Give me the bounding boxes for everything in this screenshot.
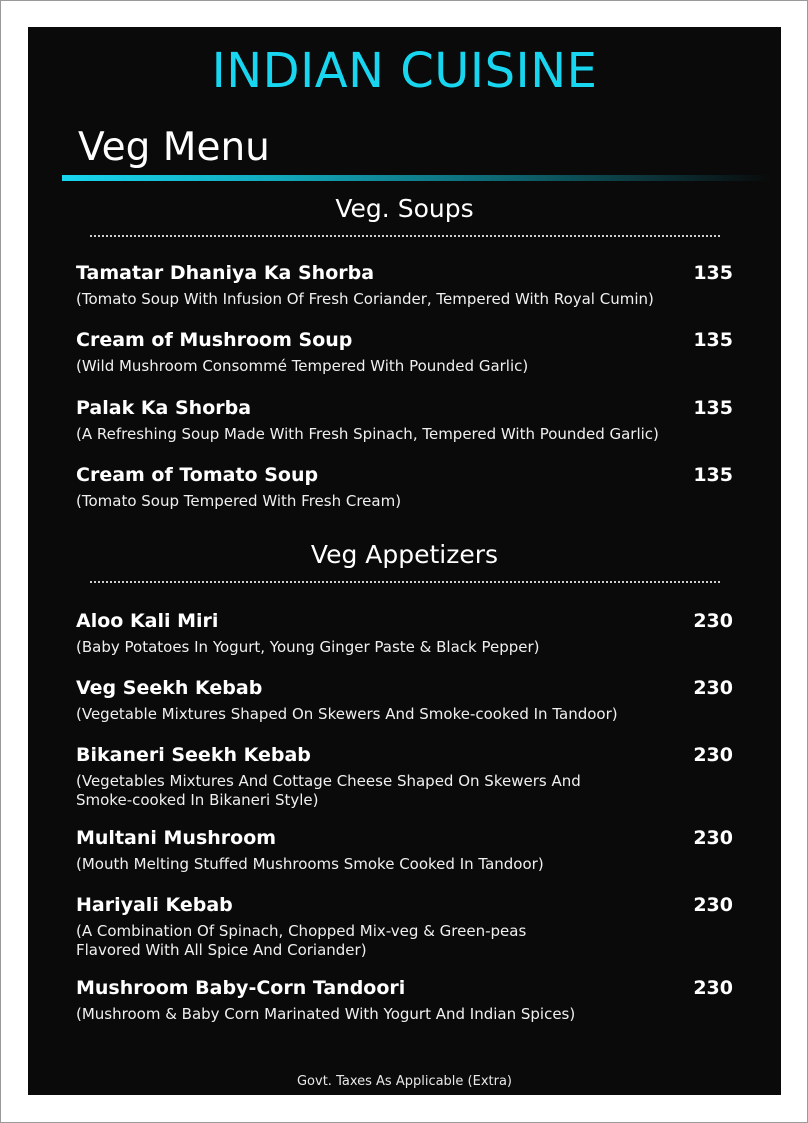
menu-item	[76, 262, 733, 309]
item-price: 135	[693, 262, 733, 284]
item-price: 230	[693, 677, 733, 699]
item-description: (A Combination Of Spinach, Chopped Mix-veg & Green-peas Flavored With All Spice And Coriander)	[76, 922, 527, 959]
accent-divider	[62, 175, 772, 181]
item-description: (Mouth Melting Stuffed Mushrooms Smoke Cooked In Tandoor)	[76, 855, 544, 873]
menu-item	[76, 397, 733, 444]
item-name: Veg Seekh Kebab	[76, 677, 263, 699]
menu-title: INDIAN CUISINE	[211, 43, 598, 99]
item-description: (Tomato Soup Tempered With Fresh Cream)	[76, 492, 402, 510]
section-heading-soups: Veg. Soups	[335, 194, 474, 223]
item-name: Cream of Mushroom Soup	[76, 329, 353, 351]
item-price: 135	[693, 397, 733, 419]
menu-item	[76, 464, 733, 511]
item-name: Aloo Kali Miri	[76, 610, 219, 632]
tax-footer-note: Govt. Taxes As Applicable (Extra)	[296, 1074, 513, 1089]
item-name: Cream of Tomato Soup	[76, 464, 319, 486]
item-price: 230	[693, 894, 733, 916]
item-name: Tamatar Dhaniya Ka Shorba	[76, 262, 375, 284]
item-price: 230	[693, 977, 733, 999]
dotted-divider	[90, 235, 720, 237]
menu-item	[76, 894, 733, 960]
menu-item	[76, 977, 733, 1024]
item-name: Mushroom Baby-Corn Tandoori	[76, 977, 406, 999]
menu-panel	[28, 27, 781, 1095]
item-name: Hariyali Kebab	[76, 894, 233, 916]
item-description: (Wild Mushroom Consommé Tempered With Pounded Garlic)	[76, 357, 529, 375]
item-description: (Mushroom & Baby Corn Marinated With Yogurt And Indian Spices)	[76, 1005, 576, 1023]
section-heading-appetizers: Veg Appetizers	[310, 540, 499, 569]
item-name: Palak Ka Shorba	[76, 397, 252, 419]
item-description: (Tomato Soup With Infusion Of Fresh Coriander, Tempered With Royal Cumin)	[76, 290, 654, 308]
item-price: 135	[693, 329, 733, 351]
item-name: Bikaneri Seekh Kebab	[76, 744, 311, 766]
menu-item	[76, 329, 733, 376]
menu-item	[76, 744, 733, 810]
item-name: Multani Mushroom	[76, 827, 277, 849]
menu-item	[76, 827, 733, 874]
menu-item	[76, 677, 733, 724]
dotted-divider	[90, 581, 720, 583]
item-price: 135	[693, 464, 733, 486]
item-description: (A Refreshing Soup Made With Fresh Spinach, Tempered With Pounded Garlic)	[76, 425, 659, 443]
item-description: (Vegetables Mixtures And Cottage Cheese Shaped On Skewers And Smoke-cooked In Bikaneri Style)	[76, 772, 581, 809]
item-description: (Vegetable Mixtures Shaped On Skewers And Smoke-cooked In Tandoor)	[76, 705, 618, 723]
menu-subtitle: Veg Menu	[78, 125, 270, 170]
item-price: 230	[693, 610, 733, 632]
item-description: (Baby Potatoes In Yogurt, Young Ginger Paste & Black Pepper)	[76, 638, 540, 656]
item-price: 230	[693, 744, 733, 766]
item-price: 230	[693, 827, 733, 849]
menu-item	[76, 610, 733, 657]
